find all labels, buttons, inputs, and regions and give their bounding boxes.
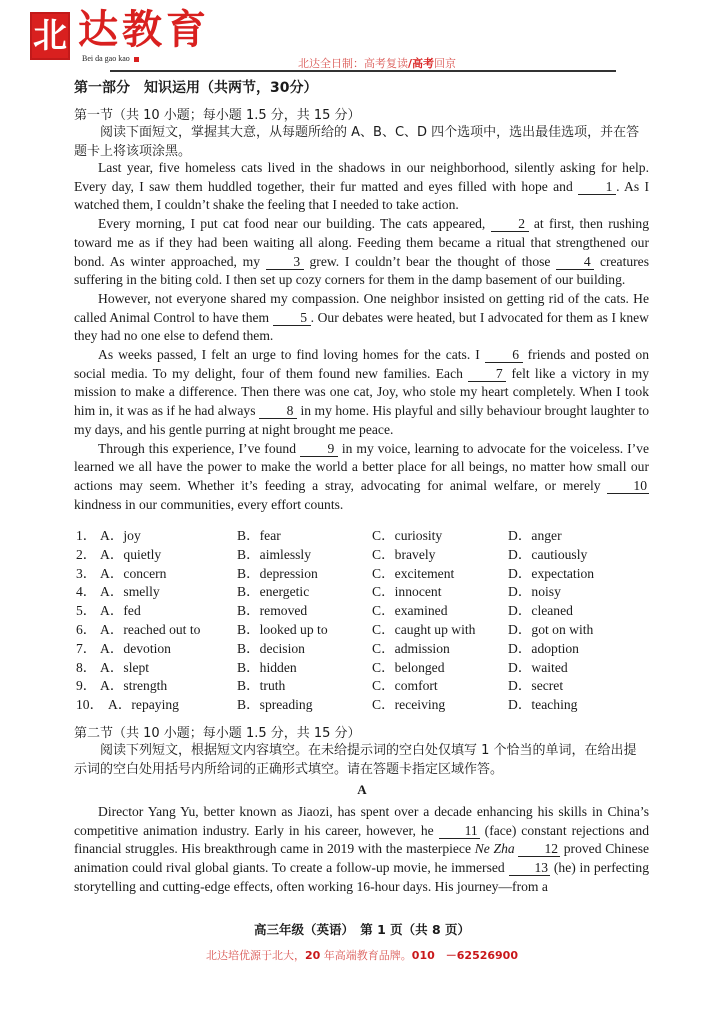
- option-a: A．quietly: [100, 546, 162, 562]
- part-title: 第一部分 知识运用（共两节，30分）: [74, 80, 318, 96]
- option-b: B．truth: [237, 678, 286, 694]
- option-row: [76, 599, 656, 618]
- movie-title: Ne Zha: [474, 841, 515, 857]
- option-row: [76, 543, 656, 562]
- option-row: [76, 637, 656, 656]
- option-a: A．strength: [100, 678, 168, 694]
- option-b: B．fear: [237, 528, 281, 543]
- header-divider: [110, 70, 616, 72]
- logo-text: 达教育: [78, 6, 210, 53]
- question-number: 5．: [76, 603, 97, 619]
- blank-9: 9: [300, 442, 338, 457]
- option-c: C．bravely: [372, 546, 436, 562]
- option-a: A．fed: [100, 603, 141, 619]
- blank-8: 8: [259, 404, 297, 419]
- section1-instructions: 阅读下面短文，掌握其大意，从每题所给的 A、B、C、D 四个选项中，选出最佳选项，并在答题卡上将该项涂黑。: [74, 125, 640, 159]
- option-row: [76, 656, 656, 675]
- paragraph-4: [74, 346, 649, 440]
- text: in my voice, learning to advocate for the voiceless. I’ve learned we all have the power to make the world a better place for all beings, no matter how small our actions may seem. Whether it’s feeding a stray, advocating for animal welfare, or merely: [74, 440, 649, 493]
- passage-heading: A: [357, 782, 367, 797]
- option-c: C．innocent: [372, 584, 442, 600]
- option-d: D．anger: [508, 528, 562, 543]
- option-a: A．repaying: [108, 697, 179, 713]
- logo-subtitle: [82, 54, 139, 63]
- option-row: [76, 524, 656, 543]
- option-b: B．depression: [237, 565, 318, 581]
- option-c: C．examined: [372, 603, 448, 619]
- text: Through this experience, I’ve found: [98, 440, 300, 456]
- footer-advert: [0, 947, 724, 963]
- option-c: C．curiosity: [372, 528, 443, 543]
- text: . As I watched them, I couldn’t shake the feeling that I needed to take action.: [74, 178, 649, 213]
- option-row: [76, 562, 656, 581]
- text: However, not everyone shared my compassion. One neighbor insisted on getting rid of the cats. He called Animal Control to have them: [74, 290, 649, 325]
- question-number: 1．: [76, 528, 97, 543]
- text: proved Chinese animation could rival global giants. To create a follow-up movie, he immersed: [74, 841, 650, 876]
- logo-mark: 北: [30, 12, 70, 60]
- text: (he) in perfecting storytelling and cutting-edge effects, often working 16-hour days. His journey—from a: [74, 860, 649, 894]
- section1-title: 第一节（共 10 小题；每小题 1.5 分，共 15 分）: [74, 108, 361, 123]
- text: grew. I couldn’t bear the thought of those: [303, 253, 557, 269]
- text: Last year, five homeless cats lived in the shadows in our neighborhood, silently asking for help. Every day, I saw them huddled together, their fur matted and eyes filled with hope and: [74, 160, 649, 194]
- blank-4: 4: [556, 255, 594, 270]
- option-c: C．belonged: [372, 659, 445, 675]
- option-b: B．spreading: [237, 697, 313, 713]
- section2-title: 第二节（共 10 小题；每小题 1.5 分，共 15 分）: [74, 726, 361, 741]
- question-number: 10．: [76, 697, 104, 713]
- text: creatures suffering in the biting cold. I then set up cozy corners for them in the damp basement of our building.: [74, 253, 650, 288]
- paragraph: [74, 803, 649, 897]
- grammar-passage: [74, 803, 649, 897]
- paragraph-5: [74, 440, 649, 515]
- text: Every morning, I put cat food near our building. The cats appeared,: [98, 216, 491, 232]
- answer-options: [76, 524, 656, 712]
- option-a: A．slept: [100, 659, 150, 675]
- question-number: 7．: [76, 640, 97, 656]
- ad-text: 北达培优源于北大，: [205, 949, 305, 962]
- header-slogan: [298, 55, 456, 71]
- option-c: C．receiving: [372, 697, 446, 713]
- option-b: B．energetic: [237, 584, 310, 600]
- option-d: D．noisy: [508, 584, 561, 600]
- blank-1: 1: [578, 180, 616, 195]
- blank-10: 10: [607, 479, 649, 494]
- option-b: B．aimlessly: [237, 546, 312, 562]
- blank-6: 6: [485, 348, 523, 363]
- text: kindness in our communities, every effort counts.: [74, 496, 344, 512]
- option-d: D．cleaned: [508, 603, 573, 619]
- paragraph-3: [74, 290, 649, 346]
- ad-phone: 010 －62526900: [411, 949, 518, 962]
- question-number: 6．: [76, 621, 97, 637]
- option-b: B．looked up to: [237, 621, 328, 637]
- option-a: A．reached out to: [100, 621, 201, 637]
- section2-instructions: 阅读下列短文，根据短文内容填空。在未给提示词的空白处仅填写 1 个恰当的单词，在给出提示词的空白处用括号内所给词的正确形式填空。请在答题卡指定区域作答。: [74, 743, 637, 777]
- question-number: 8．: [76, 659, 97, 675]
- option-b: B．decision: [237, 640, 305, 656]
- text: (face) constant rejections and financial struggles. His breakthrough came in 2019 with the masterpiece: [74, 822, 649, 857]
- option-d: D．got on with: [508, 621, 594, 637]
- option-b: B．hidden: [237, 659, 297, 675]
- option-a: A．joy: [100, 528, 141, 543]
- blank-3: 3: [266, 255, 304, 270]
- question-number: 3．: [76, 565, 97, 581]
- slogan-pre: 北达全日制：高考复读: [298, 57, 408, 70]
- option-d: D．adoption: [508, 640, 579, 656]
- option-b: B．removed: [237, 603, 308, 619]
- option-d: D．cautiously: [508, 546, 588, 562]
- option-row: [76, 618, 656, 637]
- option-d: D．teaching: [508, 697, 578, 713]
- blank-13: 13: [509, 861, 551, 876]
- option-c: C．excitement: [372, 565, 455, 581]
- question-number: 2．: [76, 546, 97, 562]
- logo-subtitle-text: Bei da gao kao: [82, 54, 130, 63]
- option-c: C．caught up with: [372, 621, 476, 637]
- blank-2: 2: [491, 217, 529, 232]
- option-d: D．expectation: [508, 565, 595, 581]
- blank-7: 7: [468, 367, 506, 382]
- option-c: C．admission: [372, 640, 450, 656]
- text: friends and posted on social media. To my delight, four of them found new families. Each: [74, 347, 649, 381]
- paragraph-1: [74, 159, 649, 215]
- option-row: [76, 580, 656, 599]
- option-row: [76, 674, 656, 693]
- option-a: A．smelly: [100, 584, 160, 600]
- square-icon: [134, 57, 139, 62]
- option-a: A．concern: [100, 565, 167, 581]
- cloze-passage: [74, 159, 649, 514]
- ad-text: 年高端教育品牌。: [320, 949, 412, 962]
- slogan-post: 回京: [434, 57, 457, 70]
- text: As weeks passed, I felt an urge to find loving homes for the cats. I: [98, 347, 485, 363]
- text: felt like a victory in my mission to make a difference. Then there was one cat, Joy, who stole my heart completely. When I took him in, it was as if he had always: [74, 365, 649, 419]
- option-c: C．comfort: [372, 678, 438, 694]
- page-number: 高三年级（英语） 第 1 页（共 8 页）: [253, 922, 471, 937]
- option-row: [76, 693, 656, 712]
- option-d: D．secret: [508, 678, 564, 694]
- question-number: 4．: [76, 584, 97, 600]
- blank-5: 5: [273, 311, 311, 326]
- question-number: 9．: [76, 678, 97, 694]
- option-d: D．waited: [508, 659, 568, 675]
- paragraph-2: [74, 215, 649, 290]
- blank-11: 11: [439, 824, 480, 839]
- text: in my home. His playful and silly behaviour brought laughter to my days, and his gentle purring at night brought me peace.: [74, 403, 650, 437]
- text: Director Yang Yu, better known as Jiaozi, has spent over a decade enhancing his skills in China’s competitive animation industry. Early in his career, however, he: [74, 804, 649, 838]
- blank-12: 12: [518, 842, 560, 857]
- text: . Our debates were heated, but I advocated for them as I knew they had no one else to defend them.: [74, 309, 649, 344]
- option-a: A．devotion: [100, 640, 171, 656]
- text: at first, then rushing toward me as if they had been waiting all along. Feeding them became a ritual that strengthened our bond. As winter approached, my: [74, 216, 649, 269]
- ad-years: 20: [304, 949, 321, 962]
- slogan-bold: /高考: [408, 57, 435, 70]
